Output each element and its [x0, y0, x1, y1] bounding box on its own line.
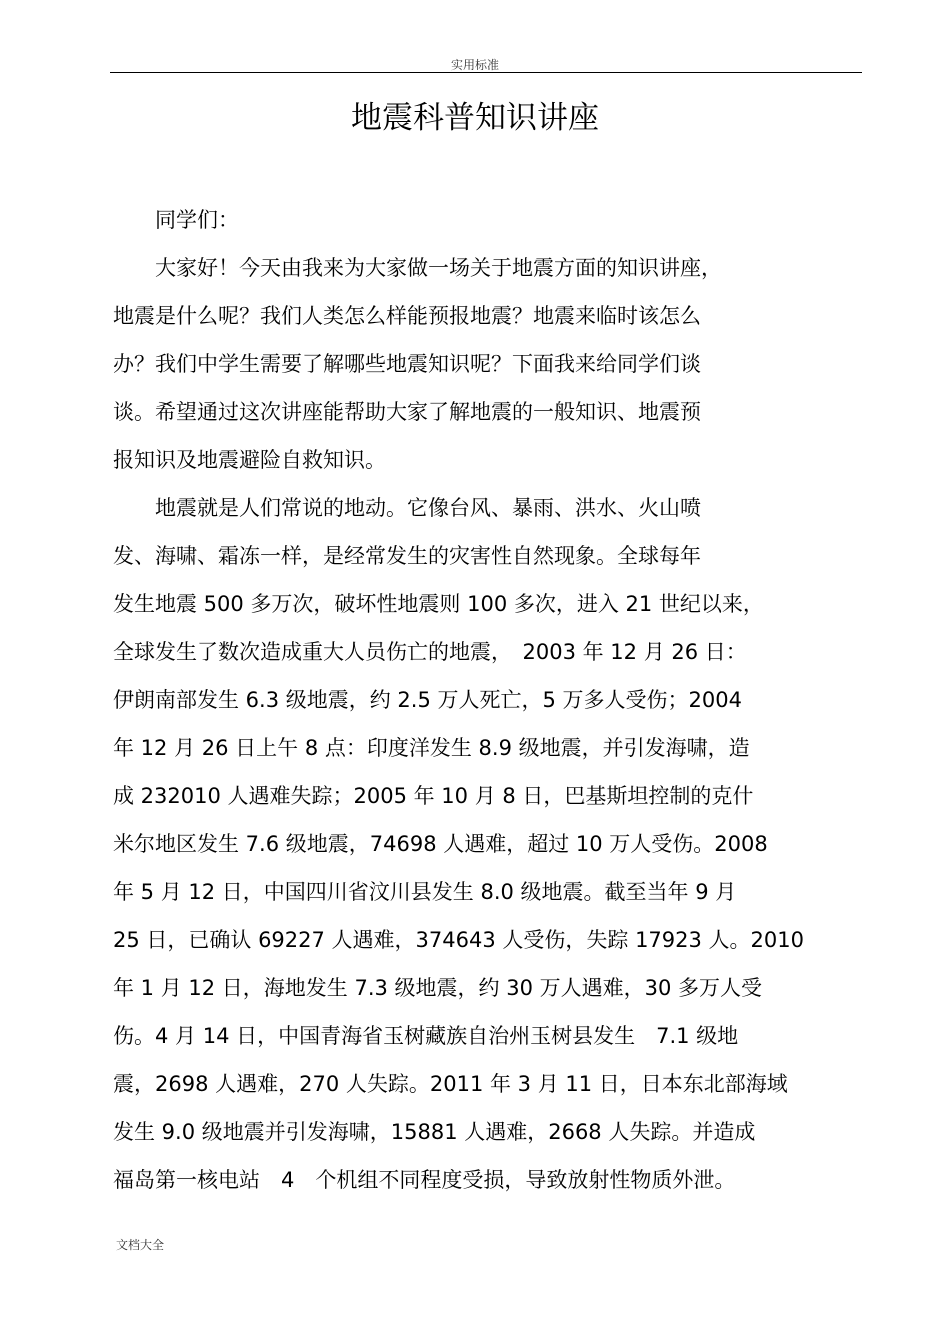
text-line: 发生 9.0 级地震并引发海啸，15881 人遇难，2668 人失踪。并造成: [113, 1120, 756, 1144]
text-line: 震，2698 人遇难，270 人失踪。2011 年 3 月 11 日，日本东北部海域: [113, 1072, 788, 1096]
text-line: 发、海啸、霜冻一样，是经常发生的灾害性自然现象。全球每年: [113, 544, 701, 568]
text-line: 成 232010 人遇难失踪；2005 年 10 月 8 日，巴基斯坦控制的克什: [113, 784, 754, 808]
text-line: 全球发生了数次造成重大人员伤亡的地震， 2003 年 12 月 26 日：: [113, 640, 747, 664]
text-line: 发生地震 500 多万次，破坏性地震则 100 多次，进入 21 世纪以来，: [113, 592, 764, 616]
paragraph-intro: [113, 244, 861, 484]
text-line: 同学们：: [113, 208, 239, 232]
text-line: 年 12 月 26 日上午 8 点：印度洋发生 8.9 级地震，并引发海啸，造: [113, 736, 750, 760]
text-line: 福岛第一核电站 4 个机组不同程度受损，导致放射性物质外泄。: [113, 1168, 736, 1192]
text-line: 伊朗南部发生 6.3 级地震，约 2.5 万人死亡，5 万多人受伤；2004: [113, 688, 742, 712]
document-title: 地震科普知识讲座: [351, 100, 599, 136]
text-line: 大家好！今天由我来为大家做一场关于地震方面的知识讲座，: [113, 256, 722, 280]
text-line: 地震是什么呢？我们人类怎么样能预报地震？地震来临时该怎么: [113, 304, 701, 328]
page-header: 实用标准: [450, 58, 499, 72]
header-divider: [110, 72, 862, 73]
text-line: 年 1 月 12 日，海地发生 7.3 级地震，约 30 万人遇难，30 多万人受: [113, 976, 762, 1000]
paragraph-greeting: [113, 196, 861, 244]
text-line: 报知识及地震避险自救知识。: [113, 448, 386, 472]
text-line: 伤。4 月 14 日，中国青海省玉树藏族自治州玉树县发生 7.1 级地: [113, 1024, 739, 1048]
text-line: 年 5 月 12 日，中国四川省汶川县发生 8.0 级地震。截至当年 9 月: [113, 880, 737, 904]
page-footer: 文档大全: [116, 1238, 165, 1252]
text-line: 谈。希望通过这次讲座能帮助大家了解地震的一般知识、地震预: [113, 400, 701, 424]
text-line: 25 日，已确认 69227 人遇难，374643 人受伤，失踪 17923 人。2010: [113, 928, 804, 952]
text-line: 米尔地区发生 7.6 级地震，74698 人遇难，超过 10 万人受伤。2008: [113, 832, 768, 856]
text-line: 地震就是人们常说的地动。它像台风、暴雨、洪水、火山喷: [113, 496, 701, 520]
document-body: [113, 196, 861, 1204]
paragraph-earthquake-history: [113, 484, 861, 1204]
text-line: 办？我们中学生需要了解哪些地震知识呢？下面我来给同学们谈: [113, 352, 701, 376]
